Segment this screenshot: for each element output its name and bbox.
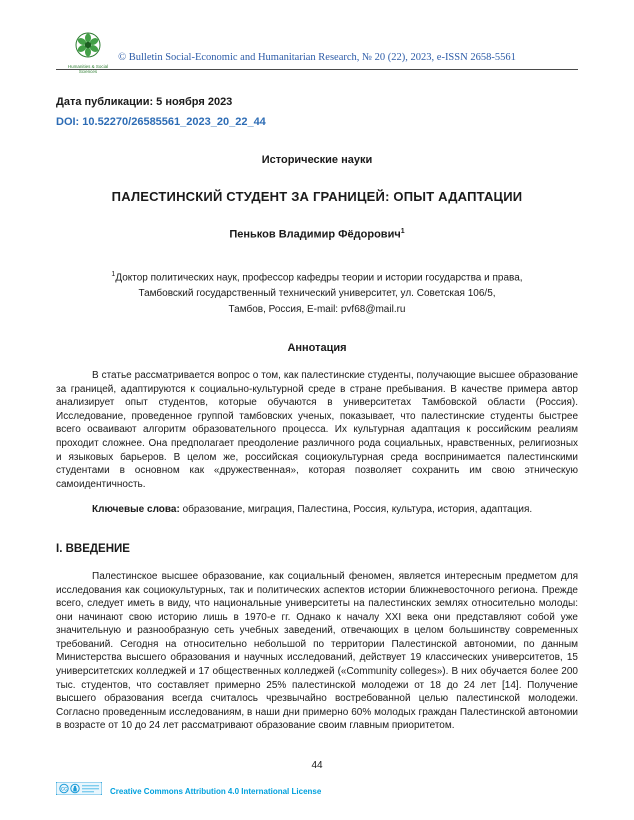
publisher-logo — [58, 32, 118, 74]
affiliation-line-2: Тамбовский государственный технический университет, ул. Советская 106/5, — [138, 287, 496, 299]
affiliation-line-3: Тамбов, Россия, E-mail: pvf68@mail.ru — [228, 303, 406, 315]
creative-commons-logo-icon — [56, 782, 102, 800]
page-number: 44 — [311, 760, 323, 771]
author-name — [56, 228, 578, 241]
introduction-heading: I. ВВЕДЕНИЕ — [56, 542, 130, 555]
abstract-heading: Аннотация — [287, 341, 347, 354]
doi-link[interactable]: DOI: 10.52270/26585561_2023_20_22_44 — [56, 116, 266, 128]
affiliation-line-1: $^1$Доктор политических наук, профессор кафедры теории и истории государства и права, — [111, 270, 523, 283]
header-divider — [56, 69, 578, 70]
abstract-text: В статье рассматривается вопрос о том, как палестинские студенты, получающие высшее образование за границей, адаптируются к социально-культурной среде в стране пребывания. В качестве примера автор анализирует опыт студентов, которые обучаются в университетах Тамбовской области (Россия). Исследование, проведенное группой тамбовских ученых, показывает, что палестинские студенты быстрее всего осваивают алгоритм образовательного процесса. Их культурная адаптация к российским реалиям проходит сложнее. Она предполагает преодоление различного рода социальных, нравственных, религиозных и языковых барьеров. В целом же, российская социокультурная среда воспринимается палестинскими студентами в основном как «дружественная», которая позволяет сохранить им свою этническую самоидентичность. — [56, 369, 578, 490]
journal-title: © Bulletin Social-Economic and Humanitarian Research, № 20 (22), 2023, e-ISSN 2658-5561 — [118, 52, 516, 63]
introduction-text: Палестинское высшее образование, как социальный феномен, является интересным предметом для исследования как социокультурных, так и политических аспектов истории ближневосточного региона. Прежде всего, следует иметь в виду, что национальные университеты на палестинских землях относительно молоды: они начинают свою историю лишь в 1970-е гг. Однако к началу XXI века они представляют собой уже значительную и разнообразную сеть учебных заведений, отвечающих в целом большинству современных требований. Сегодня на относительно небольшой по территории Палестинской автономии, по данным Министерства высшего образования и научных исследований, действует 19 классических университетов, 15 университетских колледжей и 17 общественных колледжей («Community colleges»). В них обучается более 200 тыс. студентов, что составляет примерно 25% палестинской молодежи от 18 до 24 лет [14]. Получение высшего образования всегда считалось чрезвычайно востребованной целью палестинской молодежи. Согласно проведенным исследованиям, в наши дни примерно 60% молодых граждан Палестинской автономии в возрасте от 10 до 24 лет рассматривают образование своим главным приоритетом. — [56, 570, 578, 732]
humanities-social-sciences-logo-icon — [75, 45, 101, 62]
page-header — [56, 36, 578, 78]
keywords-text: образование, миграция, Палестина, Россия, культура, история, адаптация. — [179, 504, 533, 516]
publication-date: Дата публикации: 5 ноября 2023 — [56, 96, 233, 108]
article-title: ПАЛЕСТИНСКИЙ СТУДЕНТ ЗА ГРАНИЦЕЙ: ОПЫТ АДАПТАЦИИ — [111, 189, 523, 204]
author-affiliation — [56, 267, 578, 318]
science-section-label: Исторические науки — [261, 154, 373, 166]
license-link[interactable]: Creative Commons Attribution 4.0 International License — [110, 786, 322, 796]
keywords-label: Ключевые слова: — [92, 504, 180, 516]
keywords-line — [56, 503, 578, 517]
affiliation-marker: 1 — [111, 270, 116, 278]
license-row — [56, 782, 321, 800]
logo-caption: Humanities & Social Sciences — [67, 64, 109, 74]
author-affiliation-marker: 1 — [400, 228, 405, 235]
author-name-text: Пеньков Владимир Фёдорович — [229, 228, 401, 241]
svg-text:cc: cc — [61, 786, 67, 793]
article-content — [56, 96, 578, 733]
